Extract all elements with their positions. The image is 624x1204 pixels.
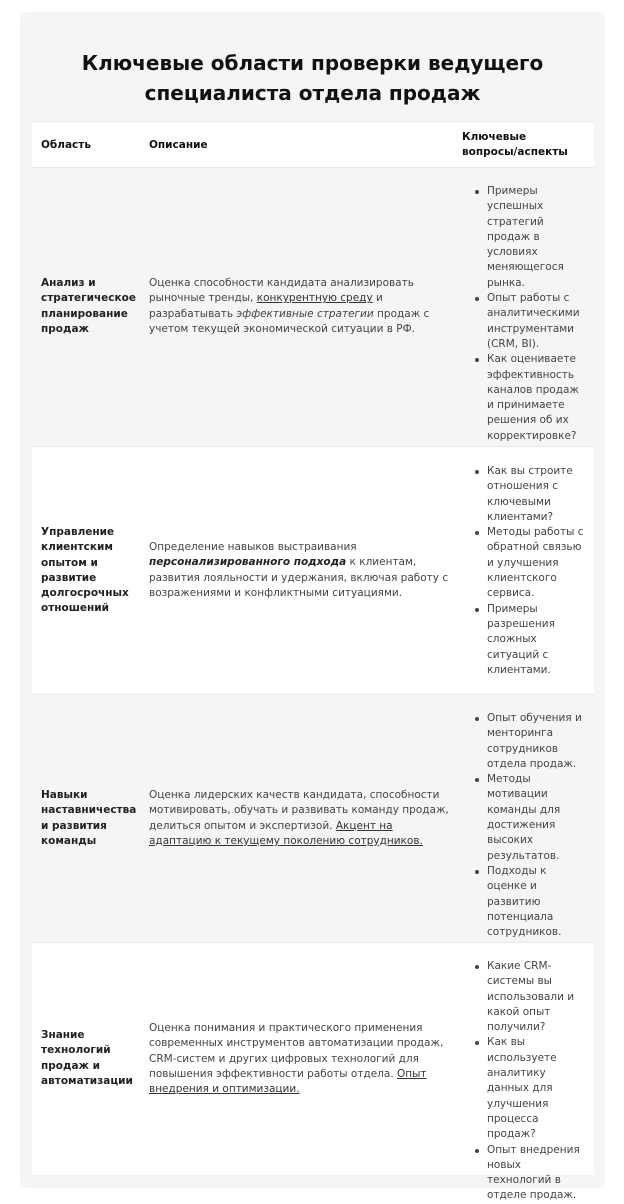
list-item: Как вы строите отношения с ключевыми клиентами? xyxy=(462,464,587,525)
header-description: Описание xyxy=(149,139,208,151)
table-header xyxy=(32,123,594,168)
list-item: Примеры разрешения сложных ситуаций с клиентами. xyxy=(462,602,587,678)
questions-list xyxy=(462,464,587,678)
area-description: Определение навыков выстраивания персонализированного подхода к клиентам, развития лояльности и удержания, включая работу с возражениями и конфликтными ситуациями. xyxy=(149,541,449,599)
header-questions: Ключевые вопросы/аспекты xyxy=(462,131,568,159)
table-row xyxy=(32,168,594,447)
list-item: Опыт обучения и менторинга сотрудников отдела продаж. xyxy=(462,711,587,772)
area-description: Оценка лидерских качеств кандидата, способности мотивировать, обучать и развивать команду продаж, делиться опытом и экспертизой. Акцент на адаптацию к текущему поколению сотрудников. xyxy=(149,789,449,847)
list-item: Методы работы с обратной связью и улучшения клиентского сервиса. xyxy=(462,525,587,601)
description-link[interactable]: Акцент на адаптацию к текущему поколению сотрудников. xyxy=(149,819,423,847)
description-link[interactable]: конкурентную среду xyxy=(256,292,373,305)
areas-table xyxy=(32,123,594,1202)
page-title: Ключевые области проверки ведущего специалиста отдела продаж xyxy=(81,51,544,105)
list-item: Какие CRM-системы вы использовали и какой опыт получили? xyxy=(462,959,587,1035)
description-link[interactable]: Опыт внедрения и оптимизации. xyxy=(149,1067,427,1096)
list-item: Методы мотивации команды для достижения высоких результатов. xyxy=(462,772,587,864)
list-item: Как оцениваете эффективность каналов продаж и принимаете решения об их корректировке? xyxy=(462,352,587,444)
area-description: Оценка способности кандидата анализировать рыночные тренды, конкурентную среду и разрабатывать эффективные стратегии продаж с учетом текущей экономической ситуации в РФ. xyxy=(149,277,430,335)
area-description: Оценка понимания и практического применения современных инструментов автоматизации продаж, CRM-систем и других цифровых технологий для повышения эффективности работы отдела. Опыт внедрения и оптимизации. xyxy=(149,1022,444,1096)
table-row xyxy=(32,695,594,943)
questions-list xyxy=(462,711,587,940)
list-item: Примеры успешных стратегий продаж в условиях меняющегося рынка. xyxy=(462,184,587,291)
questions-list xyxy=(462,184,587,444)
header-area: Область xyxy=(41,139,91,151)
list-item: Опыт внедрения новых технологий в отделе продаж. xyxy=(462,1143,587,1204)
list-item: Опыт работы с аналитическими инструментами (CRM, BI). xyxy=(462,291,587,352)
questions-list xyxy=(462,959,587,1204)
area-name: Навыки наставничества и развития команды xyxy=(41,789,137,847)
table-row xyxy=(32,943,594,1202)
list-item: Подходы к оценке и развитию потенциала сотрудников. xyxy=(462,864,587,940)
list-item: Как вы используете аналитику данных для улучшения процесса продаж? xyxy=(462,1035,587,1142)
area-name: Управление клиентским опытом и развитие долгосрочных отношений xyxy=(41,526,129,615)
area-name: Знание технологий продаж и автоматизации xyxy=(41,1029,133,1087)
content-card xyxy=(20,12,605,1202)
table-row xyxy=(32,447,594,695)
area-name: Анализ и стратегическое планирование продаж xyxy=(41,277,136,335)
